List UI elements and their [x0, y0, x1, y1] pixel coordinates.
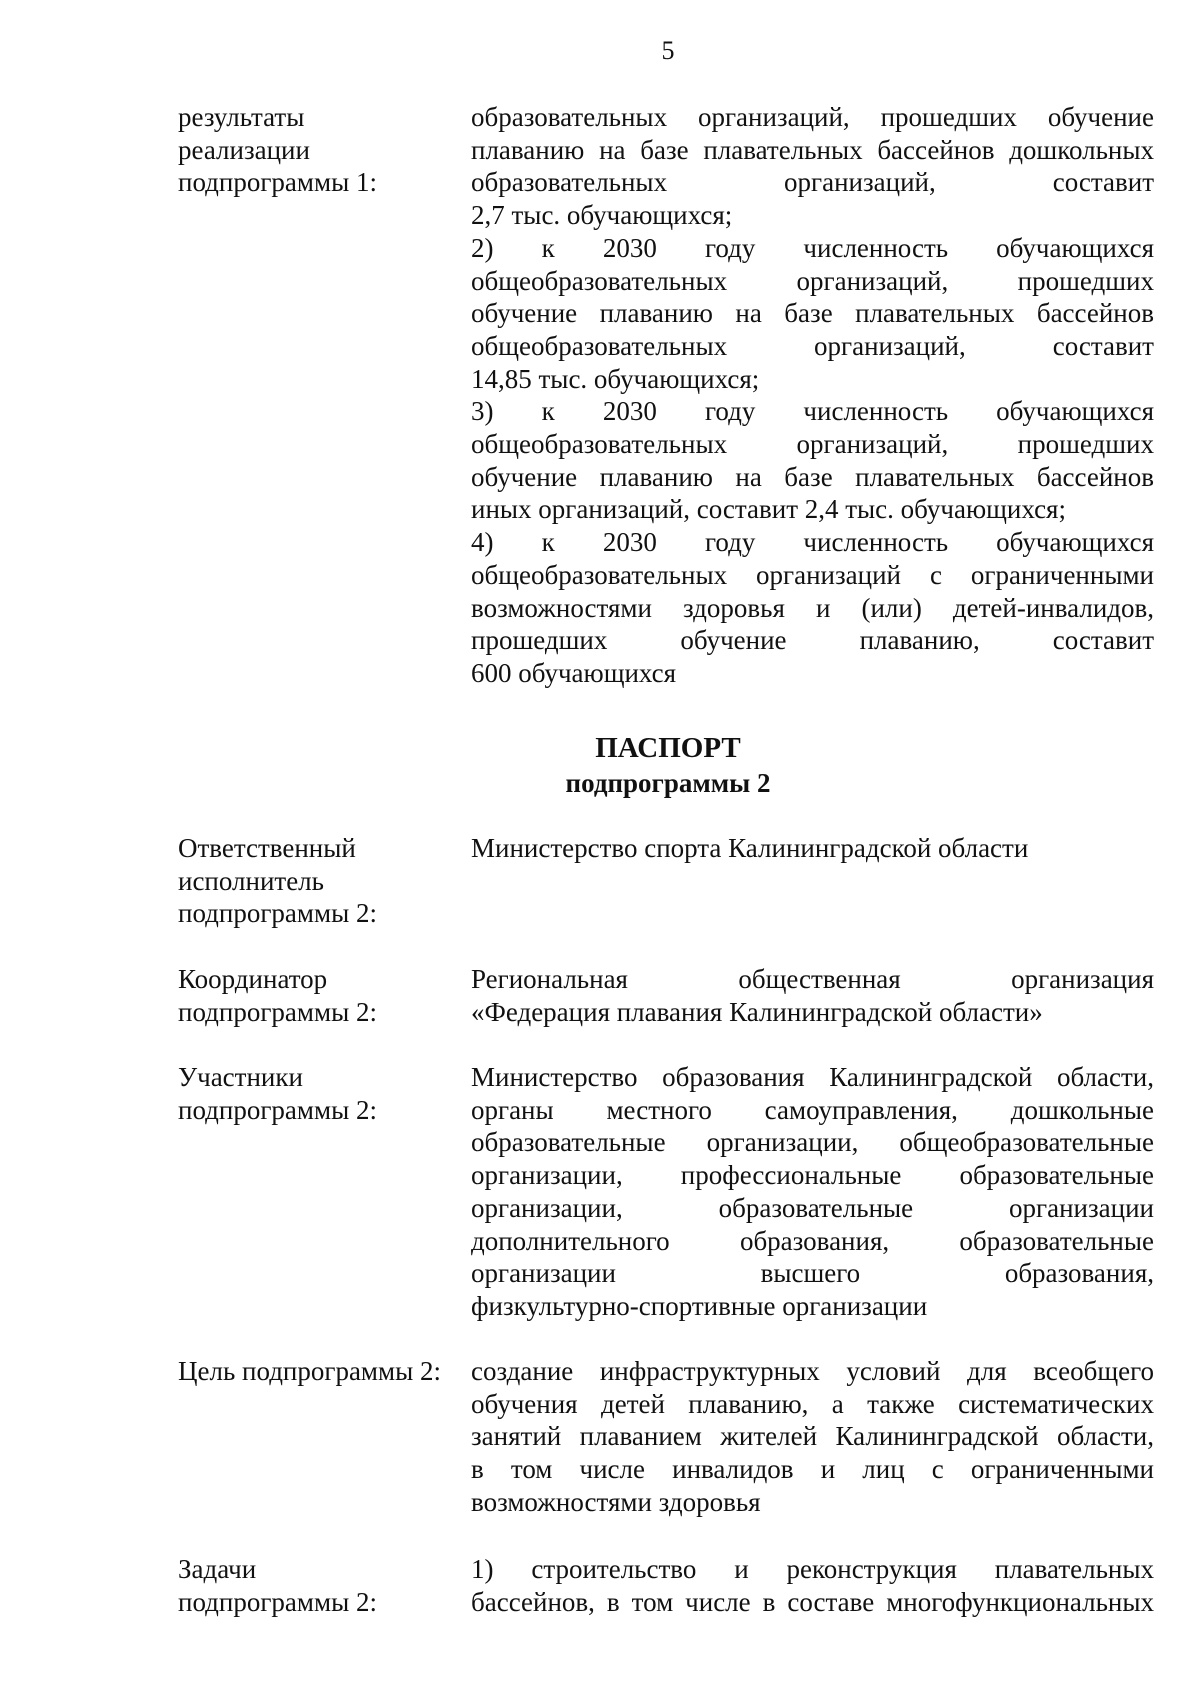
text-line: Министерство образования Калининградской области,: [471, 1062, 1154, 1092]
text-line: 2) к 2030 году численность обучающихся: [471, 232, 1154, 263]
text-line: 2,7 тыс. обучающихся;: [471, 200, 733, 231]
section-coordinator: [178, 963, 1154, 1028]
label-line: реализации: [178, 134, 310, 165]
section-participants: [178, 1061, 1154, 1323]
text-line: занятий плаванием жителей Калининградской области,: [471, 1421, 1154, 1452]
text-line: создание инфраструктурных условий для всеобщего: [471, 1356, 1154, 1386]
text-line: обучения детей плаванию, а также систематических: [471, 1388, 1154, 1419]
text-line: Министерство спорта Калининградской области: [471, 833, 1029, 863]
text-line: в том числе инвалидов и лиц с ограниченными: [471, 1454, 1154, 1485]
text-line: 1) строительство и реконструкция плавательных: [471, 1554, 1154, 1584]
section-label: [178, 101, 471, 690]
text-line: физкультурно-спортивные организации: [471, 1290, 928, 1321]
label-line: подпрограммы 2:: [178, 1586, 377, 1617]
text-line: общеобразовательных организаций, составит: [471, 330, 1154, 361]
text-line: общеобразовательных организаций, прошедших: [471, 265, 1154, 296]
section-label: [178, 1061, 471, 1323]
label-line: результаты: [178, 102, 305, 132]
label-line: Задачи: [178, 1554, 257, 1584]
text-line: 14,85 тыс. обучающихся;: [471, 363, 760, 394]
section-label: [178, 1355, 471, 1519]
text-line: образовательных организаций, прошедших обучение: [471, 102, 1154, 132]
section-results: [178, 101, 1154, 690]
page-number: 5: [661, 36, 675, 65]
label-line: подпрограммы 2:: [178, 1094, 377, 1125]
label-line: Участники: [178, 1062, 303, 1092]
text-line: 3) к 2030 году численность обучающихся: [471, 396, 1154, 427]
label-line: Ответственный: [178, 833, 356, 863]
section-text: [471, 1553, 1154, 1618]
text-line: организации, образовательные организации: [471, 1192, 1154, 1223]
section-label: [178, 832, 471, 930]
text-line: дополнительного образования, образовательные: [471, 1225, 1154, 1256]
text-line: образовательных организаций, составит: [471, 167, 1154, 198]
label-line: исполнитель: [178, 865, 324, 896]
text-line: обучение плаванию на базе плавательных бассейнов: [471, 461, 1154, 492]
section-tasks: [178, 1553, 1154, 1618]
passport-subtitle: подпрограммы 2: [565, 768, 771, 798]
section-label: [178, 963, 471, 1028]
text-line: 600 обучающихся: [471, 657, 677, 688]
text-line: Региональная общественная организация: [471, 964, 1154, 994]
label-line: подпрограммы 2:: [178, 898, 377, 929]
passport-title: ПАСПОРТ: [595, 732, 741, 764]
text-line: возможностями здоровья: [471, 1486, 761, 1517]
text-line: плаванию на базе плавательных бассейнов дошкольных: [471, 134, 1154, 165]
text-line: 4) к 2030 году численность обучающихся: [471, 527, 1154, 558]
section-label: [178, 1553, 471, 1618]
label-line: подпрограммы 1:: [178, 167, 377, 198]
text-line: образовательные организации, общеобразовательные: [471, 1127, 1154, 1158]
text-line: бассейнов, в том числе в составе многофункциональных: [471, 1586, 1154, 1617]
section-text: [471, 1355, 1154, 1519]
text-line: обучение плаванию на базе плавательных бассейнов: [471, 298, 1154, 329]
text-line: организации, профессиональные образовательные: [471, 1160, 1154, 1191]
text-line: иных организаций, составит 2,4 тыс. обучающихся;: [471, 494, 1066, 525]
label-line: Координатор: [178, 964, 328, 994]
section-text: [471, 1061, 1154, 1323]
section-text: [471, 832, 1154, 930]
text-line: «Федерация плавания Калининградской области»: [471, 996, 1043, 1027]
text-line: прошедших обучение плаванию, составит: [471, 625, 1154, 656]
section-goal: [178, 1355, 1154, 1519]
text-line: возможностями здоровья и (или) детей-инвалидов,: [471, 592, 1154, 623]
section-text: [471, 101, 1154, 690]
section-responsible: [178, 832, 1154, 930]
text-line: общеобразовательных организаций, прошедших: [471, 429, 1154, 460]
section-text: [471, 963, 1154, 1028]
label-line: Цель подпрограммы 2:: [178, 1356, 441, 1386]
text-line: общеобразовательных организаций с ограниченными: [471, 559, 1154, 590]
text-line: органы местного самоуправления, дошкольные: [471, 1094, 1154, 1125]
text-line: организации высшего образования,: [471, 1258, 1154, 1289]
label-line: подпрограммы 2:: [178, 996, 377, 1027]
